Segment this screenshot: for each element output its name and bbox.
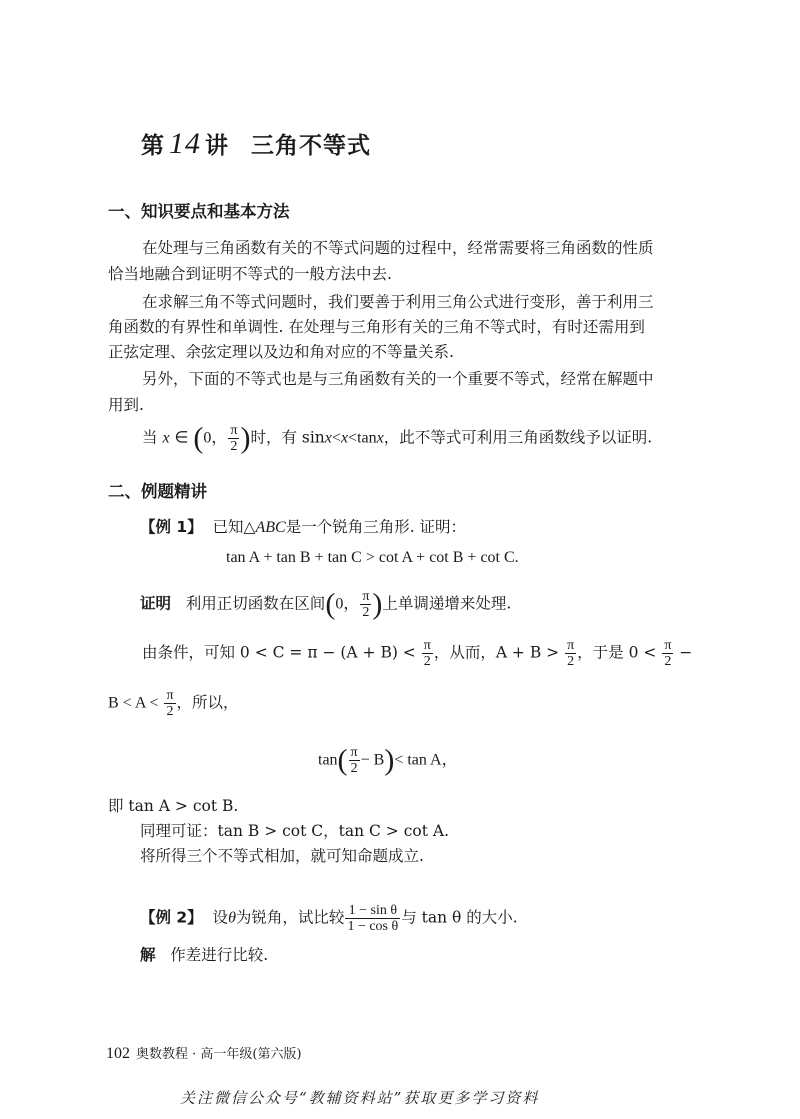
paragraph-2-line-3: 正弦定理、余弦定理以及边和角对应的不等量关系. [108,343,454,361]
example-1-statement: 【例 1】 已知△ABC是一个锐角三角形. 证明： [140,518,467,536]
proof-label: 证明 [140,594,172,613]
book-title: 奥数教程 · 高一年级(第六版) [136,1047,302,1062]
proof-line-2: B < A < $\frac{\pi}{2}$ ，所以， [108,688,239,719]
example-2-statement: 【例 2】 设θ为锐角，试比较 $\frac{\text{1 − sin θ}}{\text{1 − cos θ}}$ 与 tan θ 的大小. [140,903,518,934]
page-number: 102 [106,1045,130,1062]
paragraph-3-line-1: 另外，下面的不等式也是与三角函数有关的一个重要不等式，经常在解题中 [142,370,654,388]
lecture-number: 14 [169,127,201,160]
paragraph-2-line-1: 在求解三角不等式问题时，我们要善于利用三角公式进行变形，善于利用三 [142,293,654,311]
solution-label: 解 [140,946,156,964]
section-heading-2: 二、例题精讲 [108,482,207,501]
proof-line-5: 将所得三个不等式相加，就可知命题成立. [140,847,424,865]
paragraph-2-line-2: 角函数的有界性和单调性. 在处理与三角形有关的三角不等式时，有时还需用到 [108,318,645,336]
proof-line-3: 即 tan A > cot B. [108,797,239,815]
page-footer [106,1043,302,1063]
solution-line: 解 作差进行比较. [140,946,269,964]
page-title: 第 14 讲 三角不等式 [141,127,371,160]
proof-line-1: 由条件，可知 0 < C = π − (A + B) < $\frac{\pi}{2}$ ，从而，A + B > $\frac{\pi}{2}$ ，于是 0 < $\frac{\pi}{2}$ − [142,638,693,669]
section-heading-1: 一、知识要点和基本方法 [108,202,290,221]
inequality-statement: 当 x ∈ (0， $\frac{\pi}{2}$ )时，有 sinx<x<tanx，此不等式可利用三角函数线予以证明. [142,421,653,455]
example-1-formula: tan A + tan B + tan C > cot A + cot B + cot C. [226,549,519,566]
proof-line-4: 同理可证：tan B > cot C，tan C > cot A. [140,822,450,840]
promo-banner: 关注微信公众号“教辅资料站”获取更多学习资料 [180,1089,540,1107]
display-inequality: tan( $\frac{\pi}{2}$ − B)< tan A， [318,743,458,777]
paragraph-3-line-2: 用到. [108,396,144,414]
paragraph-1-line-1: 在处理与三角函数有关的不等式问题的过程中，经常需要将三角函数的性质 [142,239,654,257]
example-1-label: 【例 1】 [140,518,203,536]
paragraph-1-line-2: 恰当地融合到证明不等式的一般方法中去. [108,265,392,283]
proof-intro: 证明 利用正切函数在区间(0， $\frac{\pi}{2}$ )上单调递增来处理. [140,587,512,621]
lecture-topic: 三角不等式 [251,132,371,159]
example-2-label: 【例 2】 [140,908,203,927]
